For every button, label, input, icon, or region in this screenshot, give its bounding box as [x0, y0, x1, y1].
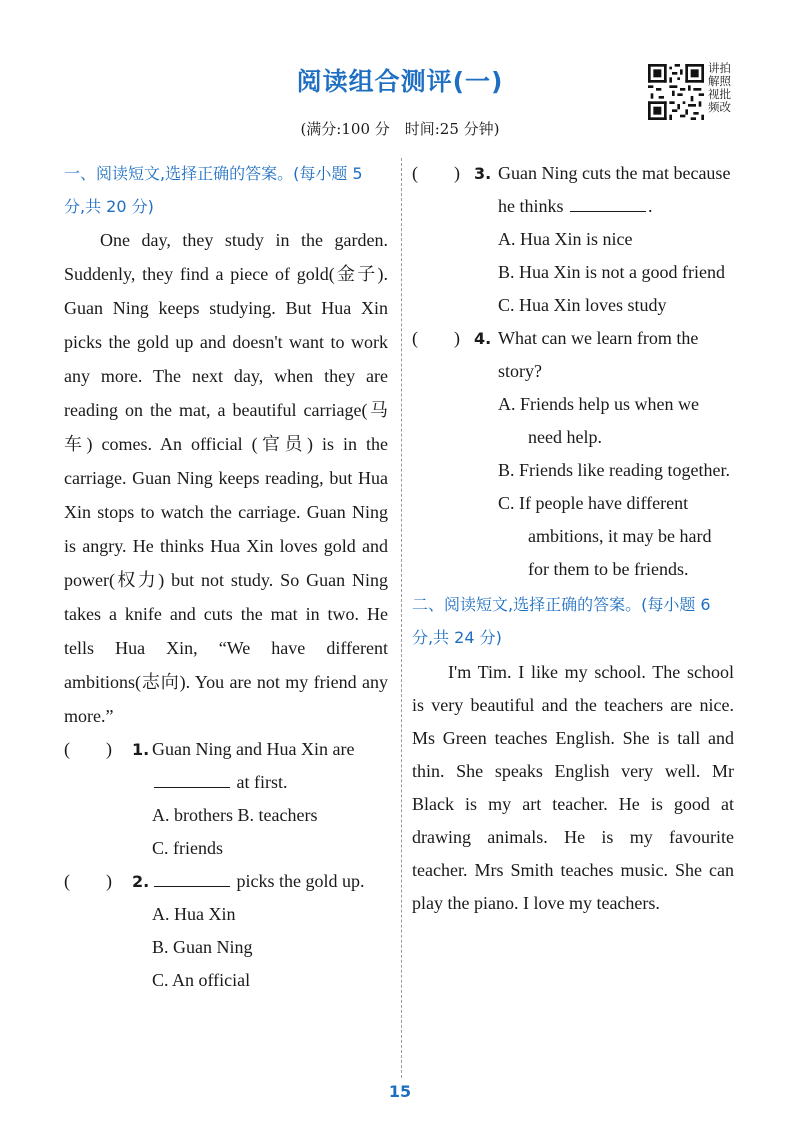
answer-blank-2[interactable] — [154, 885, 230, 887]
question-number-3: 3. — [474, 164, 492, 183]
q4-option-a: A. Friends help us when we need help. — [498, 394, 699, 447]
answer-paren-4[interactable]: ( ) — [412, 328, 460, 348]
q1-option-ab: A. brothers B. teachers — [152, 805, 318, 825]
question-text-2: picks the gold up. — [236, 871, 365, 891]
page-number: 15 — [388, 1082, 412, 1101]
q2-option-c: C. An official — [152, 970, 251, 990]
answer-paren-3[interactable]: ( ) — [412, 163, 460, 183]
qr-code — [648, 64, 704, 120]
question-number-2: 2. — [132, 872, 150, 891]
section1-heading: 一、阅读短文,选择正确的答案。(每小题 5 分,共 20 分) — [64, 164, 363, 216]
question-text-1: Guan Ning and Hua Xin are — [152, 739, 355, 759]
question-text-1-tail: at first. — [236, 772, 288, 792]
answer-blank-3[interactable] — [570, 210, 646, 212]
score-time-info: (满分:100 分 时间:25 分钟) — [300, 120, 500, 138]
q3-option-b: B. Hua Xin is not a good friend — [498, 262, 725, 282]
question-1 — [64, 733, 388, 799]
question-text-3-tail: . — [648, 196, 653, 216]
section2-heading: 二、阅读短文,选择正确的答案。(每小题 6 分,共 24 分) — [412, 595, 711, 647]
question-4 — [412, 322, 734, 388]
right-column — [412, 157, 734, 920]
page-title: 阅读组合测评(一) — [296, 67, 504, 96]
question-text-4: What can we learn from the story? — [498, 328, 699, 381]
q1-option-c: C. friends — [152, 838, 223, 858]
section2-passage: I'm Tim. I like my school. The school is very beautiful and the teachers are nice. Ms Green teaches English. She is tall and thin. She speaks English very well. Mr Black is my art teacher. He is good at drawing animals. He is my favourite teacher. Mrs Smith teaches music. She can play the piano. I love my teachers. — [412, 662, 734, 913]
q2-option-a: A. Hua Xin — [152, 904, 236, 924]
question-number-4: 4. — [474, 329, 492, 348]
q3-option-a: A. Hua Xin is nice — [498, 229, 633, 249]
question-3 — [412, 157, 734, 223]
question-text-3: Guan Ning cuts the mat because he thinks — [498, 163, 731, 216]
column-divider — [401, 158, 402, 1078]
answer-paren-1[interactable]: ( ) — [64, 739, 112, 759]
question-number-1: 1. — [132, 740, 150, 759]
q4-option-c: C. If people have different ambitions, it may be hard for them to be friends. — [498, 493, 712, 579]
q4-option-b: B. Friends like reading together. — [498, 460, 730, 480]
section1-passage: One day, they study in the garden. Suddenly, they find a piece of gold(金子). Guan Ning keeps studying. But Hua Xin picks the gold up and doesn't want to work any more. The next day, when they are reading on the mat, a beautiful carriage(马车) comes. An official (官员) is in the carriage. Guan Ning keeps reading, but Hua Xin stops to watch the carriage. Guan Ning is angry. He thinks Hua Xin loves gold and power(权力) but not study. So Guan Ning takes a knife and cuts the mat in two. He tells Hua Xin, “We have different ambitions(志向). You are not my friend any more.” — [64, 230, 388, 726]
question-2 — [64, 865, 388, 898]
left-column — [64, 157, 388, 997]
q3-option-c: C. Hua Xin loves study — [498, 295, 667, 315]
qr-label: 讲拍解照视批频改 — [708, 61, 731, 114]
q2-option-b: B. Guan Ning — [152, 937, 253, 957]
answer-paren-2[interactable]: ( ) — [64, 871, 112, 891]
answer-blank-1[interactable] — [154, 786, 230, 788]
